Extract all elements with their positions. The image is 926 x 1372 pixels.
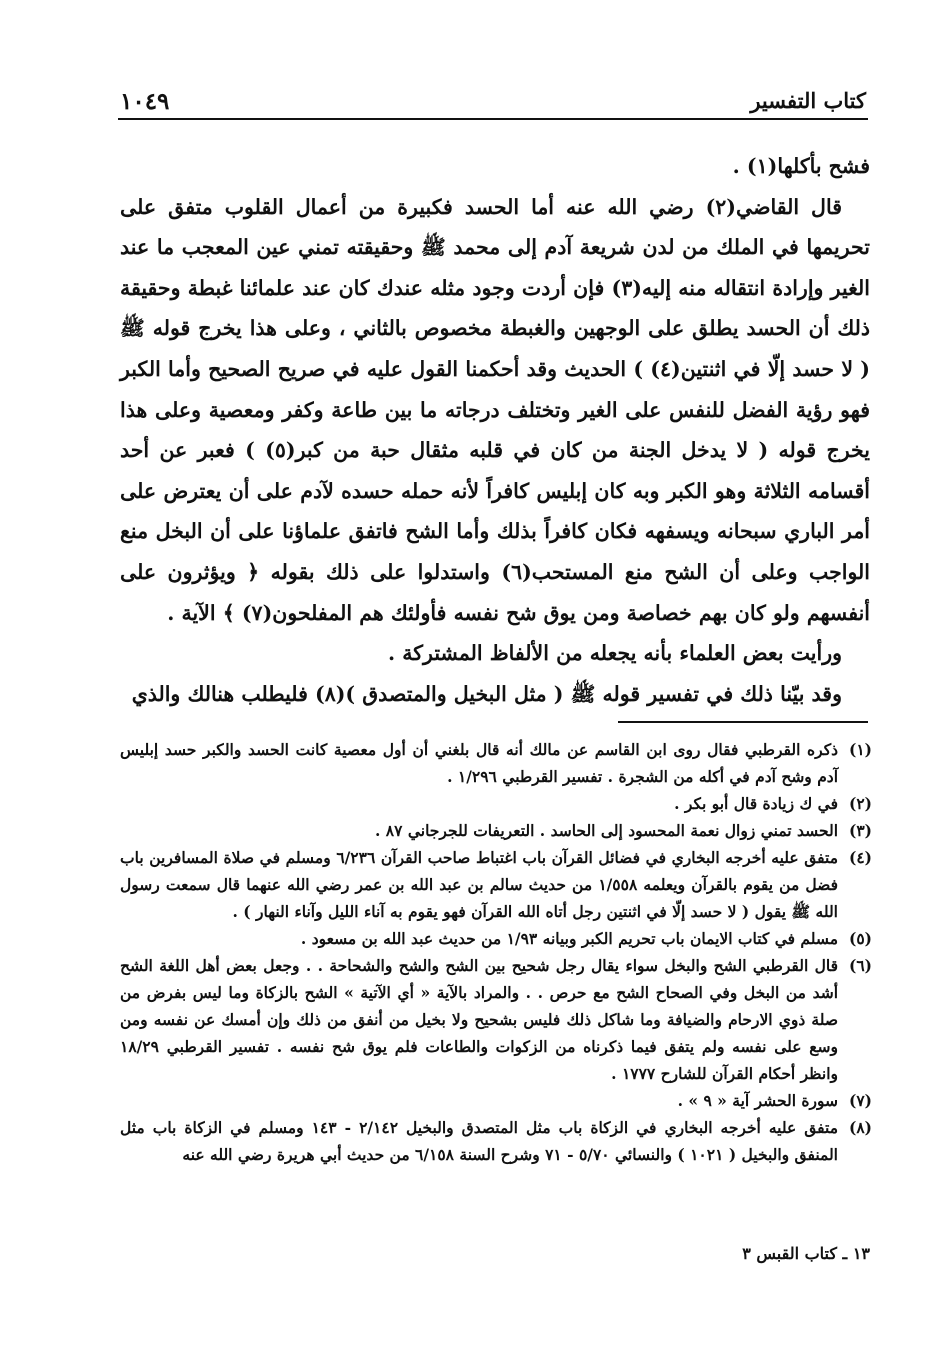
footnotes — [120, 736, 872, 1168]
footnote-number: (٢) — [848, 794, 872, 813]
footnote — [120, 736, 872, 790]
footnote-number: (٧) — [848, 1091, 872, 1110]
paragraph: وقد بيّنا ذلك في تفسير قوله ﷺ ( مثل البخيل والمتصدق )(٨) فليطلب هنالك والذي — [131, 681, 842, 706]
gathering-signature: ١٣ ـ كتاب القبس ٣ — [742, 1244, 870, 1263]
footnote-text: ذكره القرطبي فقال روى ابن القاسم عن مالك أنه قال بلغني أن أول معصية كانت الحسد والكبر حسد إبليس آدم وشح آدم في أكله من الشجرة . تفسير القرطبي ١/٢٩٦ . — [120, 740, 838, 786]
paragraph: فشح بأكلها(١) . — [732, 154, 870, 178]
running-title: كتاب التفسير — [750, 88, 866, 113]
footnote-text: في ك زيادة قال أبو بكر . — [674, 794, 838, 813]
footnote — [120, 1114, 872, 1168]
footnote-text: متفق عليه أخرجه البخاري في فضائل القرآن باب اغتباط صاحب القرآن ٦/٢٣٦ ومسلم في صلاة المسافرين باب فضل من يقوم بالقرآن ويعلمه ١/٥٥٨ من حديث سالم بن عبد الله بن عمر رضي الله عنهما قال سمعت رسول الله ﷺ يقول ( لا حسد إلّا في اثنتين رجل أتاه الله القرآن فهو يقوم به آناء الليل وآناء النهار ) . — [120, 848, 839, 921]
footnote-rule — [618, 721, 868, 723]
footnote — [120, 925, 872, 952]
footnote-number: (٣) — [848, 821, 872, 840]
footnote-text: الحسد تمني زوال نعمة المحسود إلى الحاسد . التعريفات للجرجاني ٨٧ . — [375, 821, 838, 840]
footnote-number: (٦) — [848, 956, 872, 975]
running-header — [120, 88, 866, 118]
paragraph: قال القاضي(٢) رضي الله عنه أما الحسد فكبيرة من أعمال القلوب متفق على تحريمها في الملك من لدن شريعة آدم إلى محمد ﷺ وحقيقته تمني عين المعجب ما عند الغير وإرادة انتقاله منه إليه(٣) فإن أردت وجود مثله عندك كان عند علمائنا غبطة وحقيقة ذلك أن الحسد يطلق على الوجهين والغبطة مخصوص بالثاني ، وعلى هذا يخرج قوله ﷺ ( لا حسد إلّا في اثنتين(٤) ) الحديث وقد أحكمنا القول عليه في صريح الصحيح وأما الكبر فهو رؤية الفضل للنفس على الغير وتختلف درجاته ما بين طاعة وكفر ومعصية وعلى هذا يخرج قوله ( لا يدخل الجنة من كان في قلبه مثقال حبة من كبر(٥) ) فعبر عن أحد أقسامه الثلاثة وهو الكبر وبه كان إبليس كافراً لأنه حمله حسده لآدم على أن يعترض على أمر الباري سبحانه ويسفهه فكان كافراً بذلك وأما الشح فاتفق علماؤنا على أن البخل منع الواجب وعلى أن الشح منع المستحب(٦) واستدلوا على ذلك بقوله ﴿ ويؤثرون على أنفسهم ولو كان بهم خصاصة ومن يوق شح نفسه فأولئك هم المفلحون(٧) ﴾ الآية . — [120, 194, 870, 625]
footnote — [120, 790, 872, 817]
footnote-number: (٤) — [848, 848, 872, 867]
footnote — [120, 844, 872, 925]
footnote-text: سورة الحشر آية « ٩ » . — [677, 1091, 838, 1110]
footnote-number: (٨) — [848, 1118, 872, 1137]
footnote-text: متفق عليه أخرجه البخاري في الزكاة باب مثل المتصدق والبخيل ٢/١٤٢ - ١٤٣ ومسلم في الزكاة باب مثل المنفق والبخيل ( ١٠٢١ ) والنسائي ٥/٧٠ - ٧١ وشرح السنة ٦/١٥٨ من حديث أبي هريرة رضي الله عنه — [120, 1118, 839, 1164]
paragraph: ورأيت بعض العلماء بأنه يجعله من الألفاظ المشتركة . — [387, 641, 842, 666]
footnote-number: (٥) — [848, 929, 872, 948]
main-text — [120, 146, 870, 714]
footnote-text: مسلم في كتاب الايمان باب تحريم الكبر وبيانه ١/٩٣ من حديث عبد الله بن مسعود . — [300, 929, 838, 948]
header-rule — [118, 118, 868, 120]
footnote — [120, 952, 872, 1087]
footnote — [120, 817, 872, 844]
footnote-text: قال القرطبي الشح والبخل سواء يقال رجل شحيح بين الشح والشح والشحاحة . . وجعل بعض أهل اللغة الشح أشد من البخل وفي الصحاح الشح مع حرص . . والمراد بالآية « أي الآتية » الشح بالزكاة وما ليس بفرض من صلة ذوي الارحام والضيافة وما شاكل ذلك فليس بشحيح ولا بخيل من أنفق من ذلك وإن أمسك عن نفسه ومن وسع على نفسه ولم يتفق فيما ذكرناه من الزكوات والطاعات فلم يوق شح نفسه . تفسير القرطبي ١٨/٢٩ وانظر أحكام القرآن للشارح ١٧٧٧ . — [120, 956, 838, 1083]
footnote-number: (١) — [848, 740, 872, 759]
page-number: ١٠٤٩ — [120, 88, 170, 115]
footnote — [120, 1087, 872, 1114]
